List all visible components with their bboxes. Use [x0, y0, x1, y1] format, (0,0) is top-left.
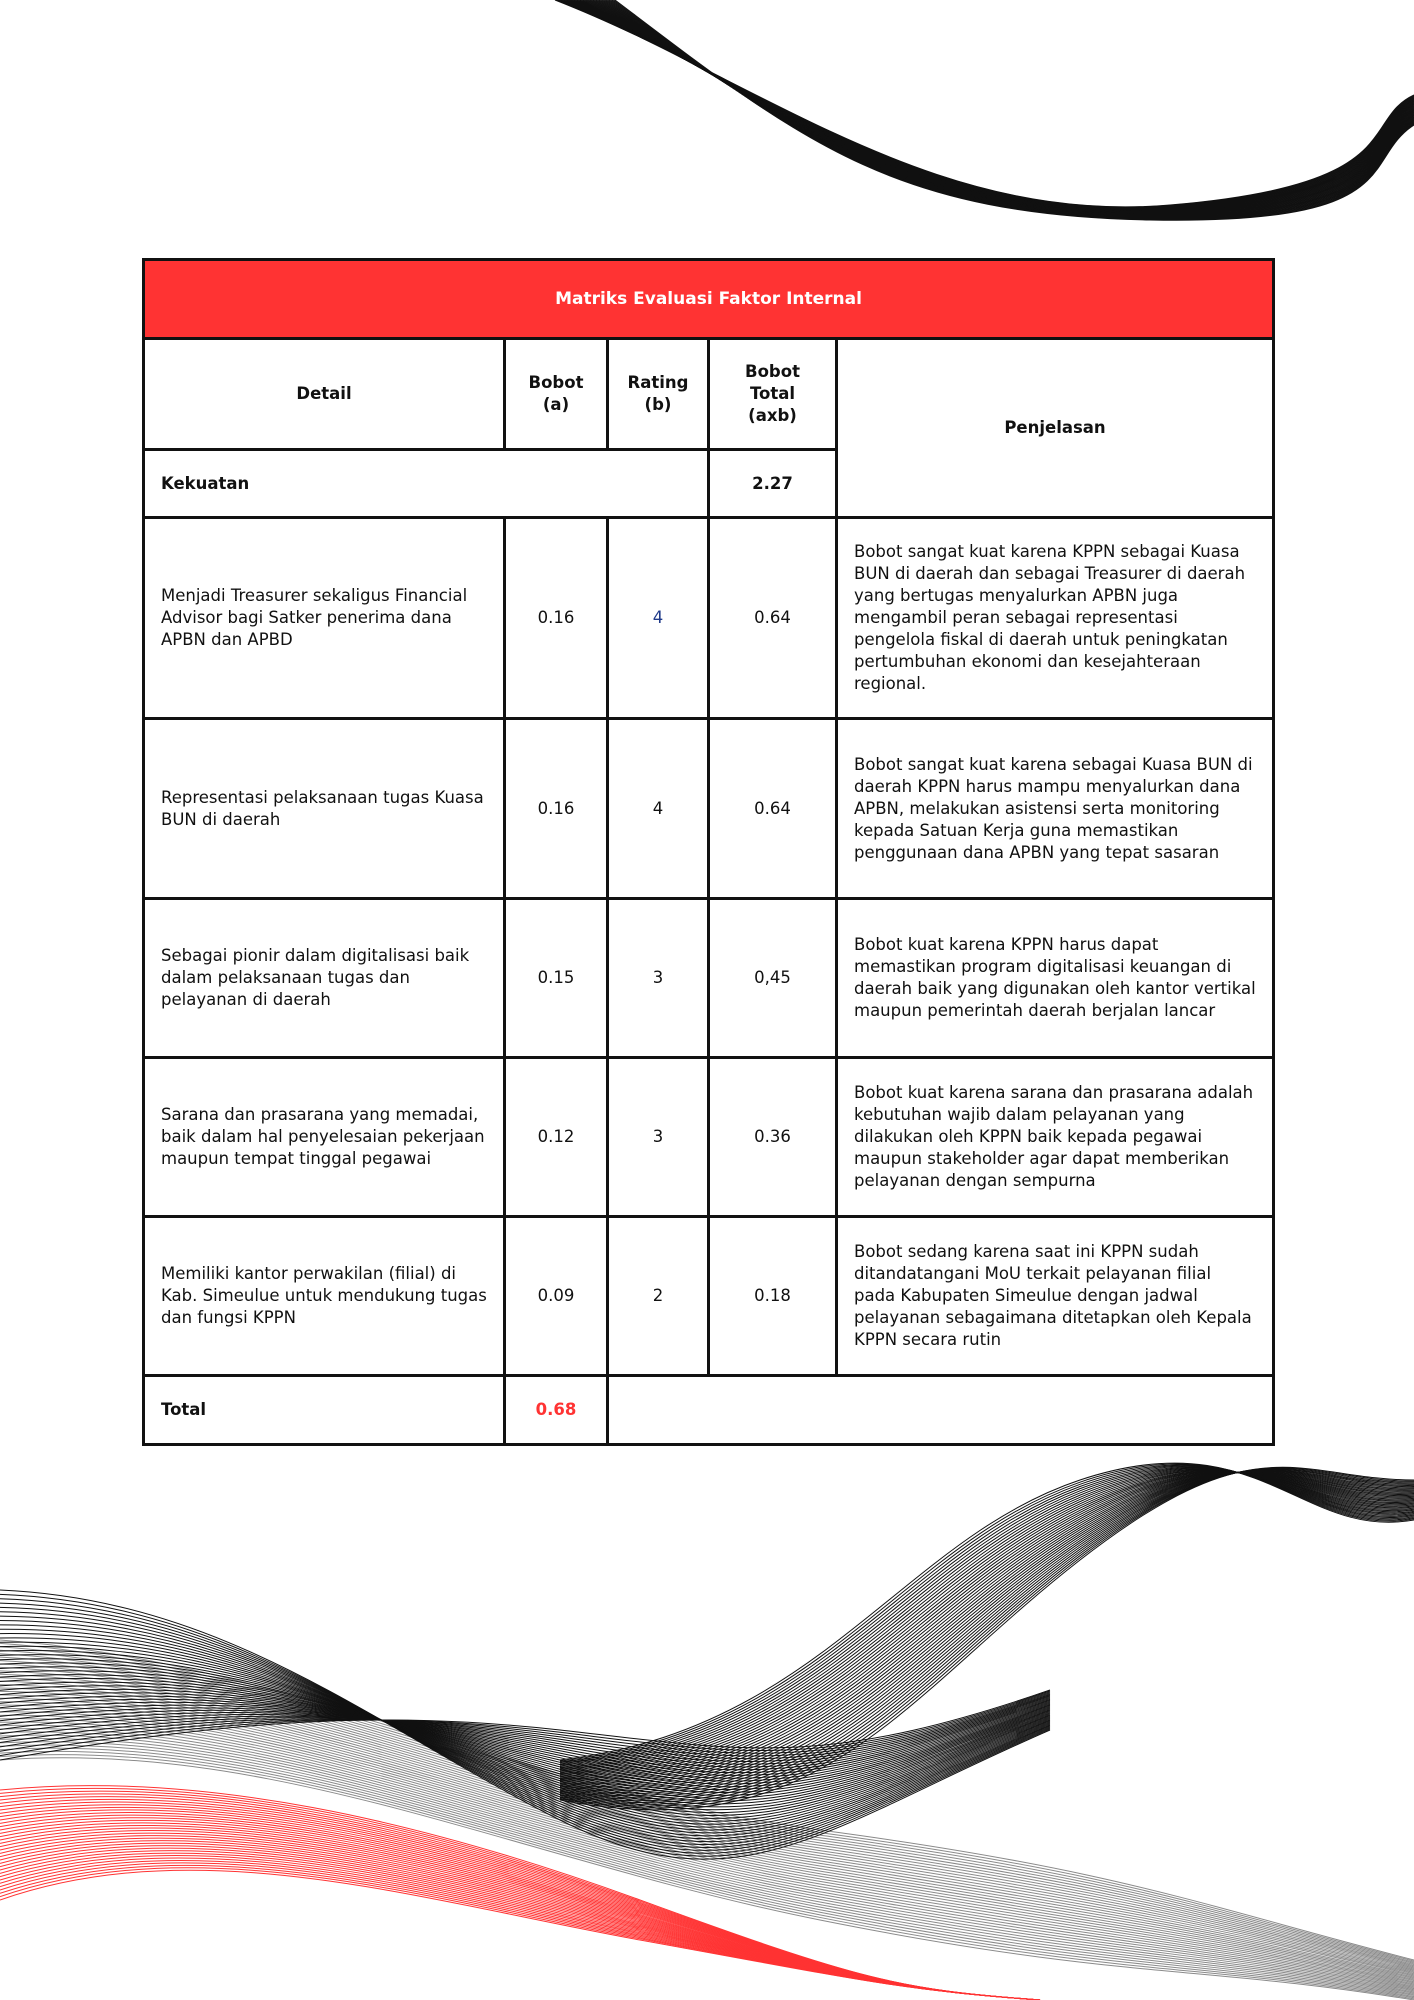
total-empty-cell	[608, 1376, 1274, 1445]
row-bobot: 0.16	[505, 719, 608, 899]
evaluation-matrix-container	[142, 258, 1272, 1446]
row-bobot-total: 0.18	[709, 1217, 837, 1376]
row-rating: 4	[608, 518, 709, 719]
section-label: Kekuatan	[144, 450, 709, 518]
row-rating: 3	[608, 899, 709, 1058]
row-bobot: 0.15	[505, 899, 608, 1058]
table-row	[144, 1217, 1274, 1376]
header-detail: Detail	[144, 339, 505, 450]
row-bobot-total: 0.64	[709, 518, 837, 719]
row-detail: Sebagai pionir dalam digitalisasi baik dalam pelaksanaan tugas dan pelayanan di daerah	[144, 899, 505, 1058]
row-bobot-total: 0.64	[709, 719, 837, 899]
table-row	[144, 719, 1274, 899]
row-bobot: 0.16	[505, 518, 608, 719]
total-label: Total	[144, 1376, 505, 1445]
table-title: Matriks Evaluasi Faktor Internal	[144, 260, 1274, 339]
total-value: 0.68	[505, 1376, 608, 1445]
row-rating: 4	[608, 719, 709, 899]
row-detail: Representasi pelaksanaan tugas Kuasa BUN di daerah	[144, 719, 505, 899]
table-row	[144, 518, 1274, 719]
header-bobot: Bobot (a)	[505, 339, 608, 450]
row-penjelasan: Bobot sangat kuat karena KPPN sebagai Kuasa BUN di daerah dan sebagai Treasurer di daerah yang bertugas menyalurkan APBN juga mengambil peran sebagai representasi pengelola fiskal di daerah untuk peningkatan pertumbuhan ekonomi dan kesejahteraan regional.	[837, 518, 1274, 719]
row-penjelasan: Bobot sangat kuat karena sebagai Kuasa BUN di daerah KPPN harus mampu menyalurkan dana APBN, melakukan asistensi serta monitoring kepada Satuan Kerja guna memastikan penggunaan dana APBN yang tepat sasaran	[837, 719, 1274, 899]
row-penjelasan: Bobot sedang karena saat ini KPPN sudah ditandatangani MoU terkait pelayanan filial pada Kabupaten Simeulue dengan jadwal pelayanan sebagaimana ditetapkan oleh Kepala KPPN secara rutin	[837, 1217, 1274, 1376]
table-row	[144, 1058, 1274, 1217]
row-rating: 2	[608, 1217, 709, 1376]
total-row	[144, 1376, 1274, 1445]
row-penjelasan: Bobot kuat karena sarana dan prasarana adalah kebutuhan wajib dalam pelayanan yang dilakukan oleh KPPN baik kepada pegawai maupun stakeholder agar dapat memberikan pelayanan dengan sempurna	[837, 1058, 1274, 1217]
row-bobot: 0.12	[505, 1058, 608, 1217]
header-penjelasan: Penjelasan	[837, 339, 1274, 518]
row-detail: Sarana dan prasarana yang memadai, baik dalam hal penyelesaian pekerjaan maupun tempat tinggal pegawai	[144, 1058, 505, 1217]
header-bobot-total: Bobot Total (axb)	[709, 339, 837, 450]
row-rating: 3	[608, 1058, 709, 1217]
section-total: 2.27	[709, 450, 837, 518]
header-rating: Rating (b)	[608, 339, 709, 450]
row-penjelasan: Bobot kuat karena KPPN harus dapat memastikan program digitalisasi keuangan di daerah baik yang digunakan oleh kantor vertikal maupun pemerintah daerah berjalan lancar	[837, 899, 1274, 1058]
row-bobot: 0.09	[505, 1217, 608, 1376]
internal-factor-evaluation-table	[142, 258, 1275, 1446]
row-bobot-total: 0,45	[709, 899, 837, 1058]
table-row	[144, 899, 1274, 1058]
row-detail: Memiliki kantor perwakilan (filial) di Kab. Simeulue untuk mendukung tugas dan fungsi KPPN	[144, 1217, 505, 1376]
row-bobot-total: 0.36	[709, 1058, 837, 1217]
row-detail: Menjadi Treasurer sekaligus Financial Advisor bagi Satker penerima dana APBN dan APBD	[144, 518, 505, 719]
